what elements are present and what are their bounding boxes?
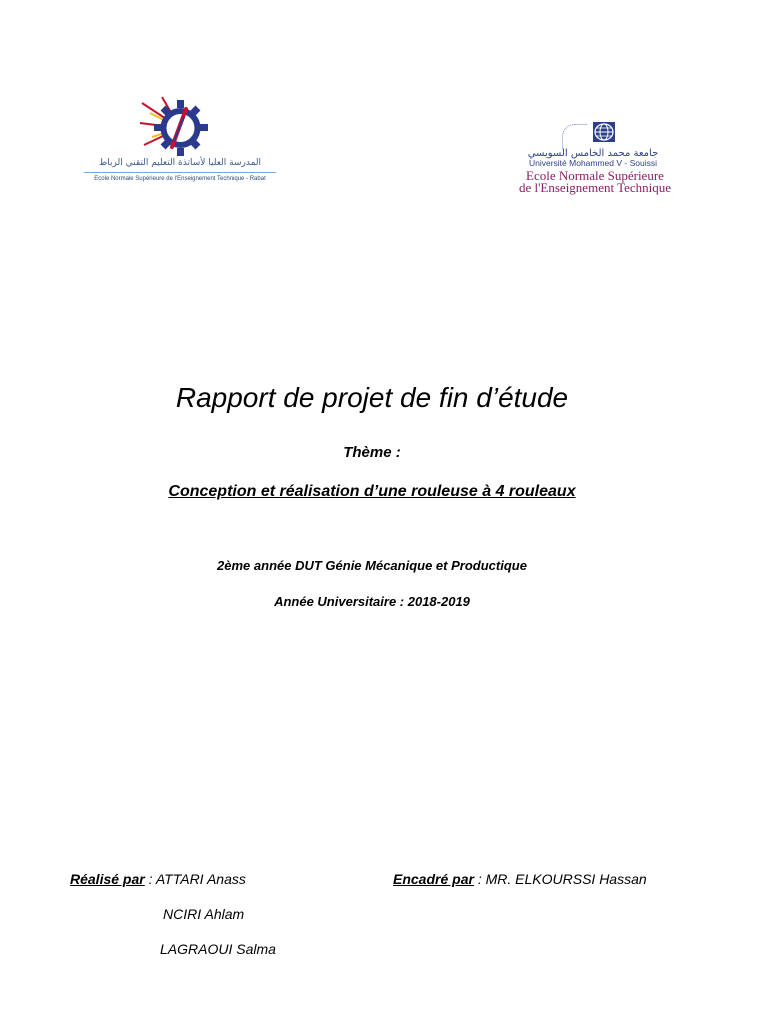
academic-year: Année Universitaire : 2018-2019 xyxy=(274,594,470,609)
left-logo-divider xyxy=(84,172,276,173)
realise-separator: : xyxy=(144,871,156,887)
supervisor-name: MR. ELKOURSSI Hassan xyxy=(485,871,647,887)
theme-label: Thème : xyxy=(343,444,401,461)
encadre-par-label: Encadré par xyxy=(393,871,474,887)
right-logo-school-line1: Ecole Normale Supérieure xyxy=(526,168,664,183)
gear-compass-icon xyxy=(138,95,222,161)
project-subject: Conception et réalisation d’une rouleuse à 4 rouleaux xyxy=(168,483,576,500)
logo-arc-decoration xyxy=(562,124,587,149)
encadre-par-line xyxy=(393,871,647,887)
globe-icon xyxy=(590,120,618,146)
left-logo-arabic-text: المدرسة العليا لأساتذة التعليم التقني الرباط xyxy=(98,158,262,168)
study-level: 2ème année DUT Génie Mécanique et Productique xyxy=(217,558,527,573)
encadre-separator: : xyxy=(473,871,486,887)
right-logo-arabic-text: جامعة محمد الخامس السويسي xyxy=(527,148,659,159)
left-logo-french-text: Ecole Normale Supérieure de l'Enseignement Technique - Rabat xyxy=(94,176,266,182)
report-title: Rapport de projet de fin d’étude xyxy=(175,382,569,413)
university-logo xyxy=(480,120,710,200)
realise-par-label: Réalisé par xyxy=(70,871,145,887)
ensetr-logo xyxy=(80,95,280,195)
student-name: ATTARI Anass xyxy=(155,871,246,887)
student-name: NCIRI Ahlam xyxy=(163,906,245,922)
right-logo-school-line2: de l'Enseignement Technique xyxy=(518,180,672,195)
student-name: LAGRAOUI Salma xyxy=(160,941,276,957)
right-logo-university-name: Université Mohammed V - Souissi xyxy=(528,158,657,168)
realise-par-line xyxy=(70,871,246,887)
